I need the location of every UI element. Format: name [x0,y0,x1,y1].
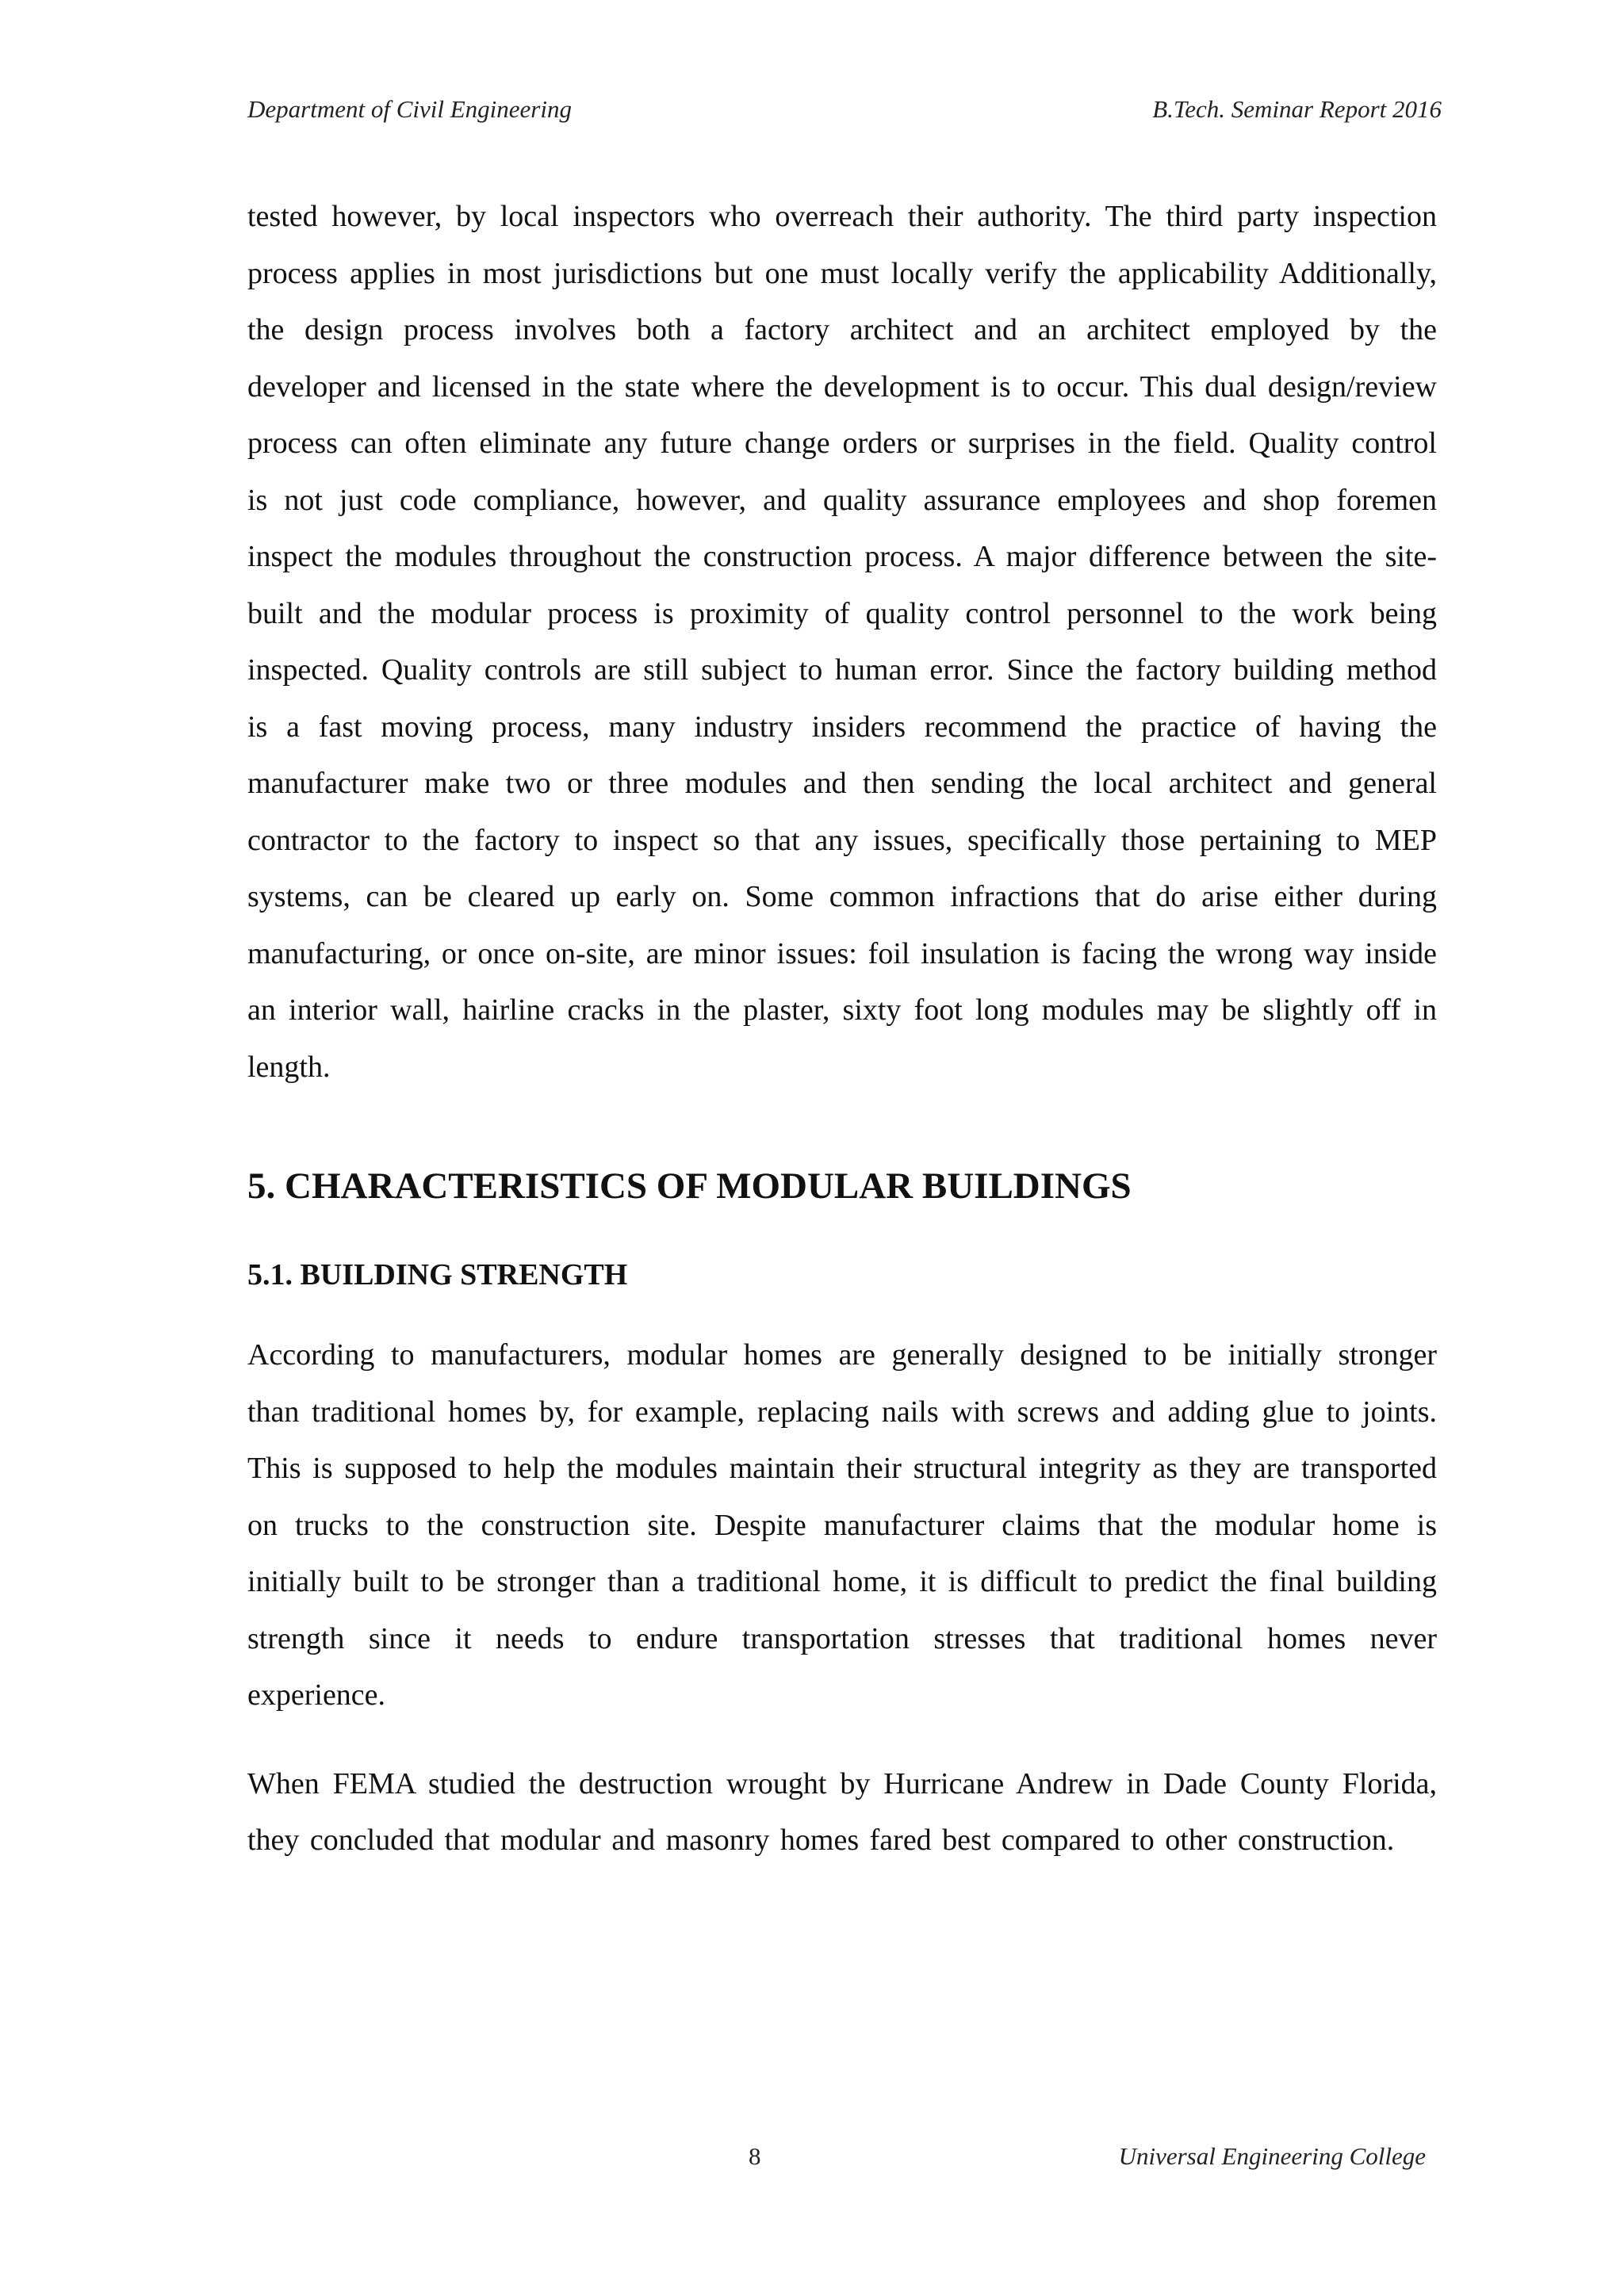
section-heading: 5. CHARACTERISTICS OF MODULAR BUILDINGS [247,1165,1132,1207]
page-number: 8 [749,2142,761,2170]
header-department: Department of Civil Engineering [247,95,572,123]
body-paragraph-fema: When FEMA studied the destruction wrought by Hurricane Andrew in Dade County Florida, they concluded that modular and masonry homes fared best compared to other construction. [247,1766,1437,1857]
subsection-heading: 5.1. BUILDING STRENGTH [247,1258,628,1292]
body-paragraph-quality-control: tested however, by local inspectors who overreach their authority. The third party inspection process applies in most jurisdictions but one must locally verify the applicability Additionally, the design process involves both a factory architect and an architect employed by the developer and licensed in the state where the development is to occur. This dual design/review process can often eliminate any future change orders or surprises in the field. Quality control is not just code compliance, however, and quality assurance employees and shop foremen inspect the modules throughout the construction process. A major difference between the site-built and the modular process is proximity of quality control personnel to the work being inspected. Quality controls are still subject to human error. Since the factory building method is a fast moving process, many industry insiders recommend the practice of having the manufacturer make two or three modules and then sending the local architect and general contractor to the factory to inspect so that any issues, specifically those pertaining to MEP systems, can be cleared up early on. Some common infractions that do arise either during manufacturing, or once on-site, are minor issues: foil insulation is facing the wrong way inside an interior wall, hairline cracks in the plaster, sixty foot long modules may be slightly off in length. [247,200,1437,1084]
footer-college-name: Universal Engineering College [1118,2142,1426,2170]
page-content [247,189,1437,1869]
header-report-title: B.Tech. Seminar Report 2016 [1152,95,1442,123]
page-header [247,95,1442,124]
body-paragraph-building-strength: According to manufacturers, modular homes are generally designed to be initially stronger than traditional homes by, for example, replacing nails with screws and adding glue to joints. This is supposed to help the modules maintain their structural integrity as they are transported on trucks to the construction site. Despite manufacturer claims that the modular home is initially built to be stronger than a traditional home, it is difficult to predict the final building strength since it needs to endure transportation stresses that traditional homes never experience. [247,1338,1437,1712]
